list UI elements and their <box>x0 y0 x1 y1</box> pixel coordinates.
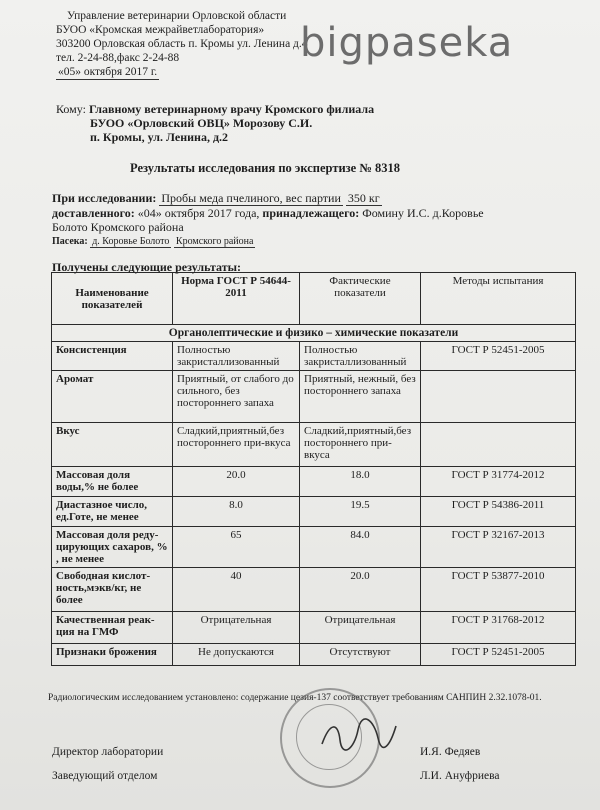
investigation-label: При исследовании: <box>52 191 157 205</box>
apiary-label: Пасека: <box>52 236 88 247</box>
row-actual: Полностью закристаллизованный <box>300 342 421 371</box>
recipient-line-3: п. Кромы, ул. Ленина, д.2 <box>90 130 229 144</box>
row-method: ГОСТ Р 32167-2013 <box>421 527 576 568</box>
row-name: Диастазное число, ед.Готе, не менее <box>52 497 173 527</box>
row-actual: 18.0 <box>300 467 421 497</box>
table-row <box>52 423 576 467</box>
row-actual: 19.5 <box>300 497 421 527</box>
row-actual: Сладкий,приятный,без постороннего при-вкуса <box>300 423 421 467</box>
header-date: «05» октября 2017 г. <box>58 66 158 78</box>
row-norm: 20.0 <box>173 467 300 497</box>
results-label: Получены следующие результаты: <box>52 260 242 274</box>
row-method: ГОСТ Р 31774-2012 <box>421 467 576 497</box>
investigation-value: Пробы меда пчелиного, вес партии <box>161 191 341 205</box>
apiary-value: д. Коровье Болото <box>92 236 170 247</box>
row-norm: Сладкий,приятный,без постороннего при-вкуса <box>173 423 300 467</box>
row-name: Консистенция <box>52 342 173 371</box>
header-name: Наименование показателей <box>52 273 173 325</box>
row-actual: 20.0 <box>300 568 421 612</box>
delivered-label: доставленного: <box>52 206 135 220</box>
header-norm: Норма ГОСТ Р 54644-2011 <box>173 273 300 325</box>
row-method: ГОСТ Р 31768-2012 <box>421 612 576 644</box>
row-actual: Приятный, нежный, без постороннего запаха <box>300 371 421 423</box>
section-title: Органолептические и физико – химические показатели <box>52 325 576 342</box>
header-methods: Методы испытания <box>421 273 576 325</box>
row-norm: Не допускаются <box>173 644 300 666</box>
results-table <box>51 272 576 666</box>
delivered-value: «04» октября 2017 года, <box>137 206 260 220</box>
row-method: ГОСТ Р 52451-2005 <box>421 342 576 371</box>
batch-weight: 350 кг <box>347 191 380 205</box>
row-method <box>421 423 576 467</box>
radiology-note: Радиологическим исследованием установлено: содержание цезия-137 соответствует требованиям САНПИН 2.32.1078-01. <box>48 693 542 703</box>
table-row <box>52 568 576 612</box>
table-row <box>52 371 576 423</box>
apiary-district: Кромского района <box>175 236 254 247</box>
row-method: ГОСТ Р 53877-2010 <box>421 568 576 612</box>
table-row <box>52 612 576 644</box>
row-norm: 40 <box>173 568 300 612</box>
row-method: ГОСТ Р 54386-2011 <box>421 497 576 527</box>
table-header-row <box>52 273 576 325</box>
document-title: Результаты исследования по экспертизе № 8318 <box>130 161 401 175</box>
section-row <box>52 325 576 342</box>
row-name: Признаки брожения <box>52 644 173 666</box>
table-row <box>52 527 576 568</box>
row-name: Качественная реак-ция на ГМФ <box>52 612 173 644</box>
table-row <box>52 644 576 666</box>
owner-continuation: Болото Кромского района <box>52 220 184 234</box>
header-line-1: Управление ветеринарии Орловской области <box>67 10 287 22</box>
row-norm: Отрицательная <box>173 612 300 644</box>
row-actual: 84.0 <box>300 527 421 568</box>
head-role: Заведующий отделом <box>52 770 158 782</box>
header-line-3: 303200 Орловская область п. Кромы ул. Ленина д.4 <box>56 38 308 50</box>
header-actual: Фактические показатели <box>300 273 421 325</box>
head-name: Л.И. Ануфриева <box>420 770 500 782</box>
recipient-text-1: Главному ветеринарному врачу Кромского филиала <box>88 102 375 116</box>
row-name: Свободная кислот-ность,мэкв/кг, не более <box>52 568 173 612</box>
table-row <box>52 497 576 527</box>
recipient-line-2: БУОО «Орловский ОВЦ» Морозову С.И. <box>90 116 313 130</box>
row-name: Аромат <box>52 371 173 423</box>
row-name: Массовая доля воды,% не более <box>52 467 173 497</box>
header-line-2: БУОО «Кромская межрайветлаборатория» <box>56 24 265 36</box>
row-method <box>421 371 576 423</box>
owner-label: принадлежащего: <box>262 206 360 220</box>
apiary-line <box>52 235 255 249</box>
table-row <box>52 342 576 371</box>
recipient-label: Кому: <box>56 102 86 116</box>
recipient-line-1 <box>56 102 374 116</box>
director-name: И.Я. Федяев <box>420 746 481 758</box>
row-norm: 65 <box>173 527 300 568</box>
table-row <box>52 467 576 497</box>
row-method: ГОСТ Р 52451-2005 <box>421 644 576 666</box>
signature-mark <box>318 716 398 756</box>
row-actual: Отрицательная <box>300 612 421 644</box>
delivered-line <box>52 206 484 220</box>
row-norm: Полностью закристаллизованный <box>173 342 300 371</box>
investigation-line <box>52 191 382 205</box>
watermark-logo: bigpaseka <box>300 20 514 66</box>
row-norm: 8.0 <box>173 497 300 527</box>
header-line-4: тел. 2-24-88,факс 2-24-88 <box>56 52 180 64</box>
director-role: Директор лаборатории <box>52 746 164 758</box>
owner-value: Фомину И.С. д.Коровье <box>362 206 484 220</box>
row-name: Вкус <box>52 423 173 467</box>
row-name: Массовая доля реду-цирующих сахаров, % , не менее <box>52 527 173 568</box>
row-norm: Приятный, от слабого до сильного, без постороннего запаха <box>173 371 300 423</box>
row-actual: Отсутствуют <box>300 644 421 666</box>
